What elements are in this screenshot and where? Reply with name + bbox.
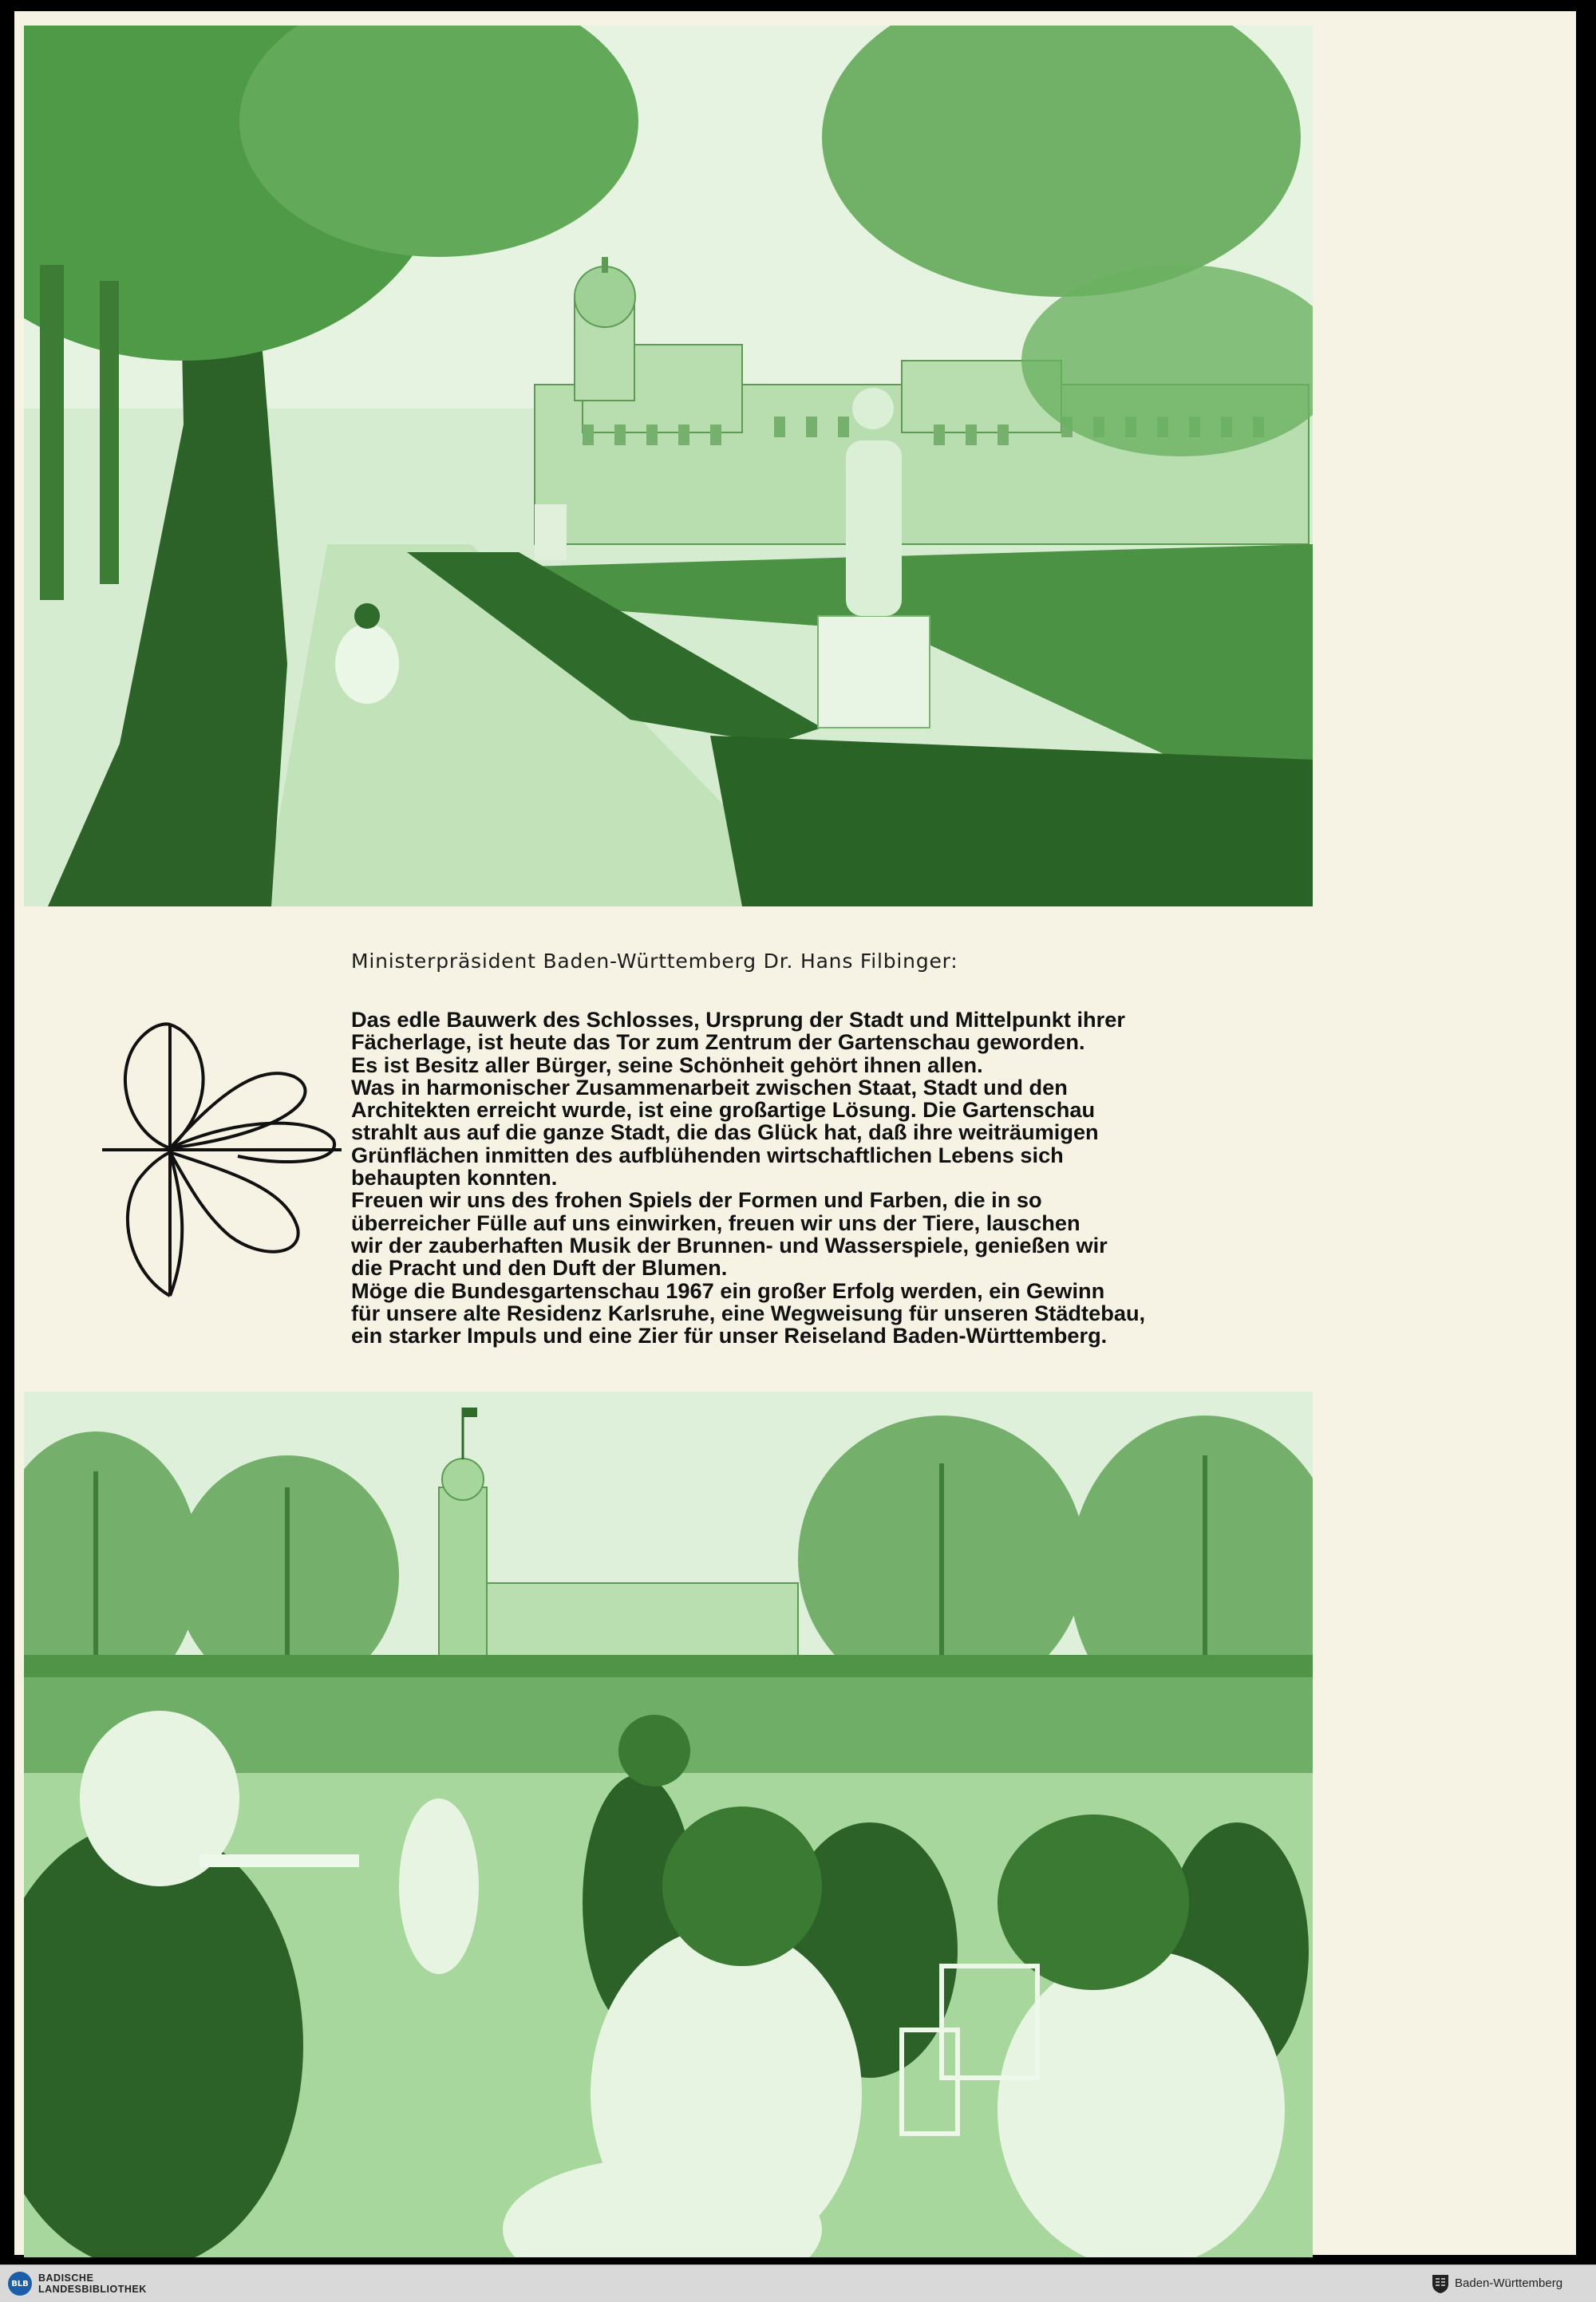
statement-line: strahlt aus auf die ganze Stadt, die das Glück hat, daß ihre weiträumigen [351,1119,1099,1145]
scanned-page [14,11,1576,2255]
state-name: Baden-Württemberg [1455,2276,1563,2290]
statement-line: die Pracht und den Duft der Blumen. [351,1255,728,1281]
statement-line: Was in harmonischer Zusammenarbeit zwischen Staat, Stadt und den [351,1074,1068,1100]
statement-line: Das edle Bauwerk des Schlosses, Ursprung der Stadt und Mittelpunkt ihrer [351,1007,1125,1032]
statement-line: behaupten konnten. [351,1165,558,1190]
author-line: Ministerpräsident Baden-Württemberg Dr. Hans Filbinger: [351,950,958,973]
library-name-line1: BADISCHE [38,2272,94,2284]
state-coat-of-arms-icon [1431,2273,1450,2294]
library-name [38,2272,147,2295]
palace-garden-photo [24,26,1313,906]
statement-line: Architekten erreicht wurde, ist eine großartige Lösung. Die Gartenschau [351,1097,1096,1123]
library-footer [0,2264,1596,2302]
lakeside-cafe-photo [24,1392,1313,2257]
blb-logo-icon: BLB [8,2272,32,2296]
bundesgartenschau-emblem [94,1021,350,1300]
statement-line: Möge die Bundesgartenschau 1967 ein großer Erfolg werden, ein Gewinn [351,1277,1105,1303]
statement-line: ein starker Impuls und eine Zier für unser Reiseland Baden-Württemberg. [351,1323,1108,1348]
statement-text [351,1009,1309,1347]
statement-line: Grünflächen inmitten des aufblühenden wirtschaftlichen Lebens sich [351,1142,1064,1167]
statement-line: Freuen wir uns des frohen Spiels der Formen und Farben, die in so [351,1187,1042,1213]
statement-line: wir der zauberhaften Musik der Brunnen- und Wasserspiele, genießen wir [351,1232,1108,1258]
statement-line: überreicher Fülle auf uns einwirken, freuen wir uns der Tiere, lauschen [351,1210,1080,1235]
library-name-line2: LANDESBIBLIOTHEK [38,2284,147,2295]
statement-line: Fächerlage, ist heute das Tor zum Zentrum der Gartenschau geworden. [351,1029,1085,1055]
statement-line: Es ist Besitz aller Bürger, seine Schönheit gehört ihnen allen. [351,1052,983,1077]
statement-line: für unsere alte Residenz Karlsruhe, eine Wegweisung für unseren Städtebau, [351,1300,1146,1325]
